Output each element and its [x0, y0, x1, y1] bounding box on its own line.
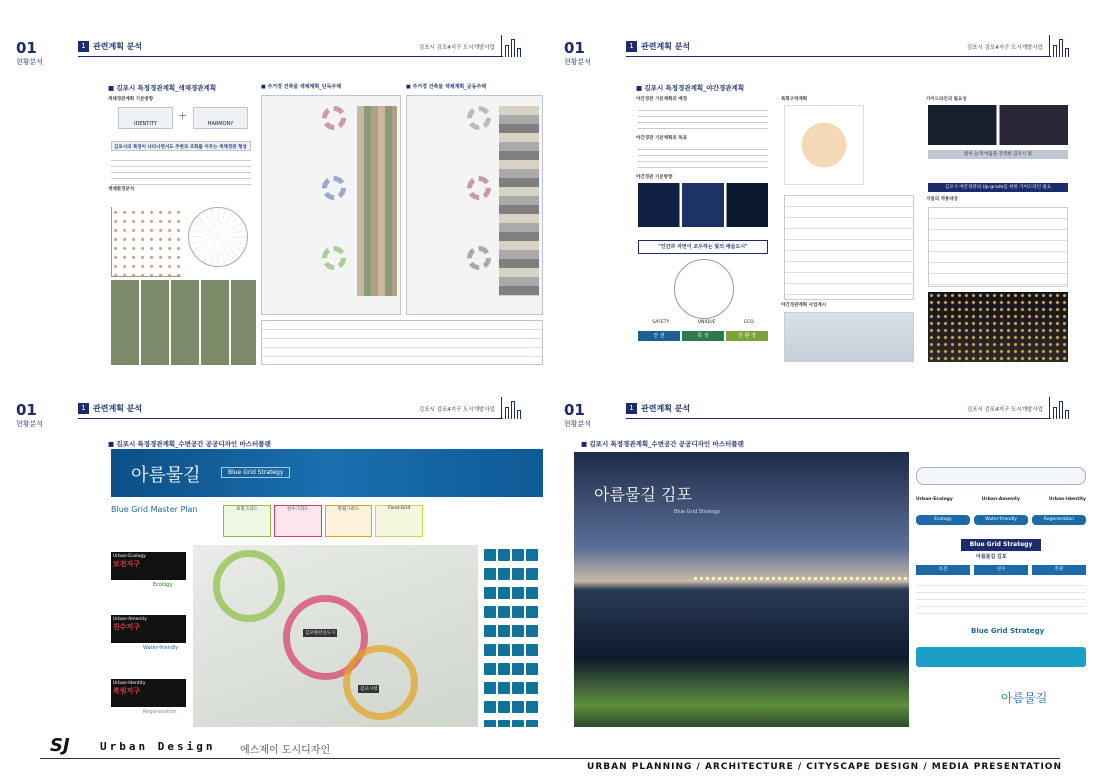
facility-icon [526, 587, 538, 599]
subheading: 특화구역계획 [781, 97, 808, 102]
zone-name: 친수지구 [113, 623, 141, 631]
color-wheel [467, 106, 491, 130]
label-urban-ecology: Urban-Ecology [916, 497, 953, 502]
blue-banner [111, 449, 543, 497]
section-box: 1 [626, 403, 637, 414]
panel-waterfront-strategy [556, 397, 1091, 727]
blue-grid-title: Blue Grid Strategy [971, 627, 1045, 635]
map-zone-ring [343, 645, 418, 720]
strategy-intro [916, 467, 1086, 485]
zone-name: 복원지구 [113, 687, 141, 695]
facility-icon [512, 701, 524, 713]
panel-header [564, 397, 1091, 428]
facility-icon [526, 701, 538, 713]
phase-bars [916, 565, 1086, 575]
facility-icon [526, 663, 538, 675]
facility-icon [512, 644, 524, 656]
facility-icon [498, 663, 510, 675]
facility-icon [512, 568, 524, 580]
map-label: 김포시청 [360, 687, 378, 692]
header-rule [78, 56, 503, 57]
section-box: 1 [78, 41, 89, 52]
pill-water-friendly: Water-friendly [974, 515, 1028, 525]
panel-header [564, 35, 1091, 66]
facility-icon [526, 682, 538, 694]
target-table [928, 207, 1068, 287]
subheading: 야간경관 기본계획의 배경 [636, 97, 687, 102]
section-subtitle: 현황분석 [564, 420, 592, 428]
color-wheel [322, 246, 346, 270]
vision-bar: 김포시 야간경관의 Up-grade를 위한 가이드라인 필요 [928, 183, 1068, 192]
text-block [638, 105, 768, 133]
section-number: 01 [16, 401, 37, 419]
facility-icon [498, 720, 510, 727]
identity-box: IDENTITY [118, 107, 173, 129]
panel-header [16, 35, 543, 66]
footer-tagline: URBAN PLANNING / ARCHITECTURE / CITYSCAPE DESIGN / MEDIA PRESENTATION [587, 762, 1062, 772]
facility-icon [512, 587, 524, 599]
subheading: 색채환경분석 [108, 187, 135, 192]
grid-types [223, 505, 423, 537]
photo-grid [111, 280, 256, 365]
swatch-column [357, 106, 397, 296]
facility-icon [484, 682, 496, 694]
phase-text [916, 579, 1086, 614]
facility-icon [526, 625, 538, 637]
subheading: 색채경관계획 기본방향 [108, 97, 154, 102]
subheading: ■ 주거경 건축물 색채계획_단독주택 [261, 83, 341, 90]
facility-icon [498, 587, 510, 599]
page-heading: ■ 김포시 특정경관계획_수변공간 공공디자인 마스터플랜 [108, 439, 271, 448]
zone-label: Urban-Identity [113, 681, 146, 686]
bar-eco: 친 환 경 [726, 331, 768, 341]
panel-waterfront-masterplan [8, 397, 543, 727]
guideline-table [261, 320, 543, 365]
scatter-chart [111, 207, 181, 277]
zone-name: 보전지구 [113, 560, 141, 568]
color-wheel [467, 176, 491, 200]
subheading: 야간경관 기본계획의 목표 [636, 136, 687, 141]
section-box: 1 [78, 403, 89, 414]
house-color-table [261, 95, 401, 315]
facility-icon [498, 701, 510, 713]
facility-icon [498, 644, 510, 656]
facility-icon [512, 549, 524, 561]
master-map [193, 545, 478, 727]
panel-header [16, 397, 543, 428]
zone-map [784, 105, 864, 185]
panel-color-plan [8, 35, 543, 365]
subheading: 야간경관계획 사업계시 [781, 303, 827, 308]
project-name: 김포시 검포4지구 도시개발사업 [966, 45, 1043, 51]
facility-icon [526, 644, 538, 656]
section-number: 01 [564, 39, 585, 57]
subheading: 야간경관 기본방향 [636, 175, 673, 180]
concept-bars [638, 331, 768, 341]
facility-icon [498, 549, 510, 561]
project-map [784, 312, 914, 362]
section-number: 01 [564, 401, 585, 419]
facility-icon [512, 663, 524, 675]
night-photos [638, 183, 768, 227]
section-title: 관련계획 분석 [641, 404, 691, 413]
label-eco: ECO [744, 320, 754, 325]
color-wheel [322, 176, 346, 200]
plus-sign: + [178, 109, 188, 122]
color-wheel [322, 106, 346, 130]
facility-icon [526, 549, 538, 561]
facility-icon [498, 606, 510, 618]
concept-diagram [674, 259, 734, 319]
color-banner: 김포시의 특징이 나타나면서도 주변과 조화를 이루는 색채경관 형성 [111, 141, 251, 151]
phase-preserve: 보전 [916, 565, 970, 575]
photo-subtitle: Blue Grid Strategy [674, 509, 721, 515]
zone-amenity [111, 615, 186, 643]
map-label: 김포한강신도시 [305, 631, 336, 636]
facility-icon [484, 644, 496, 656]
guide-note: 빛이 늘게 어둠을 간직한 김포시 빛 [928, 150, 1068, 159]
zone-label: Urban-Ecology [113, 554, 146, 559]
summary-bar [916, 647, 1086, 667]
phase-amenity: 친수 [974, 565, 1028, 575]
strategy-label: Blue Grid Strategy [221, 467, 290, 478]
facility-icon [498, 682, 510, 694]
header-rule [626, 56, 1051, 57]
bar-safety: 안 전 [638, 331, 680, 341]
facility-icon [526, 720, 538, 727]
concept-labels [638, 320, 768, 330]
project-name: 김포시 검포4지구 도시개발사업 [418, 407, 495, 413]
subheading: 지침의 적용대상 [926, 197, 958, 202]
facility-icon [512, 606, 524, 618]
label-unique: UNIQUE [697, 320, 716, 325]
footer-rule [40, 758, 1060, 759]
facility-icon [484, 663, 496, 675]
header-rule [626, 418, 1051, 419]
zone-label: Urban-Amenity [113, 617, 147, 622]
zone-table [784, 195, 914, 300]
page-heading: ■ 김포시 특정경관계획_수변공간 공공디자인 마스터플랜 [581, 439, 744, 448]
river-night-photo [574, 452, 909, 727]
section-subtitle: 현황분석 [16, 420, 44, 428]
brand-korean: 에스제이 도시디자인 [240, 745, 331, 756]
facility-icon [484, 568, 496, 580]
night-city-photo [928, 292, 1068, 362]
bridge-lights [694, 577, 909, 580]
subheading: ■ 주거경 건축물 색채계획_공동주택 [406, 83, 486, 90]
photo-title: 아름물길 김포 [594, 485, 692, 504]
building-icon [501, 397, 527, 419]
building-icon [1049, 397, 1075, 419]
section-title: 관련계획 분석 [93, 42, 143, 51]
facility-icon [484, 587, 496, 599]
section-subtitle: 현황분석 [16, 58, 44, 66]
color-wheel [467, 246, 491, 270]
zone-preserve [111, 552, 186, 580]
text-block [111, 155, 251, 185]
radial-chart [188, 207, 248, 267]
night-street-photos [928, 105, 1068, 145]
blue-grid-box: Blue Grid Strategy [961, 539, 1041, 551]
facility-icon [498, 625, 510, 637]
page-heading: ■ 김포시 특정경관계획_야간경관계획 [636, 83, 744, 92]
facility-icon [484, 549, 496, 561]
facility-icon [512, 720, 524, 727]
facility-icon [526, 568, 538, 580]
label-urban-amenity: Urban-Amenity [981, 497, 1020, 502]
brand-name: Urban Design [100, 740, 216, 753]
pill-ecology: Ecology [916, 515, 970, 525]
building-icon [1049, 35, 1075, 57]
grid-type-1: 보전그리드 [223, 505, 271, 537]
pill-regeneration: Regeneration [1032, 515, 1086, 525]
zone-keyword: Water-friendly [143, 645, 179, 651]
master-title: Blue Grid Master Plan [111, 505, 198, 514]
zone-keyword: Ecology [153, 582, 173, 588]
apartment-color-table [406, 95, 543, 315]
label-safety: SAFETY [652, 320, 670, 325]
facility-icon [484, 606, 496, 618]
label-urban-identity: Urban-Identity [1048, 497, 1086, 502]
facility-icon [512, 682, 524, 694]
zone-identity [111, 679, 186, 707]
phase-restore: 복원 [1032, 565, 1086, 575]
slogan-box: "인간과 자연이 조우하는 빛의 예술도시" [638, 240, 768, 254]
blue-grid-sub: 아름물길 김포 [976, 554, 1007, 560]
logo-text: 아름물길 [131, 465, 201, 486]
facility-icon [498, 568, 510, 580]
section-title: 관련계획 분석 [93, 404, 143, 413]
section-title: 관련계획 분석 [641, 42, 691, 51]
header-rule [78, 418, 503, 419]
logo-text: 아름물길 [1001, 691, 1048, 705]
icon-grid [483, 547, 543, 725]
facility-icon [484, 720, 496, 727]
urban-labels [916, 497, 1086, 505]
page-heading: ■ 김포시 특정경관계획_색채경관계획 [108, 83, 216, 92]
grid-type-3: 복원그리드 [325, 505, 373, 537]
zone-keyword: Regeneration [143, 709, 177, 715]
harmony-box: HARMONY [193, 107, 248, 129]
facility-icon [512, 625, 524, 637]
panel-night-plan [556, 35, 1091, 365]
grid-type-4: Fond-Grid [375, 505, 423, 537]
facility-icon [484, 625, 496, 637]
facility-icon [484, 701, 496, 713]
map-zone-ring [213, 550, 285, 622]
section-number: 01 [16, 39, 37, 57]
subheading: 가이드라인의 필요성 [926, 97, 967, 102]
bar-unique: 특 성 [682, 331, 724, 341]
facility-icon [526, 606, 538, 618]
section-box: 1 [626, 41, 637, 52]
section-subtitle: 현황분석 [564, 58, 592, 66]
swatch-column [499, 106, 539, 296]
building-icon [501, 35, 527, 57]
keyword-pills [916, 515, 1086, 525]
brand-logo: SJ [50, 735, 70, 756]
project-name: 김포시 검포4지구 도시개발사업 [966, 407, 1043, 413]
text-block [638, 144, 768, 172]
grid-type-2: 친수그리드 [274, 505, 322, 537]
project-name: 김포시 검포4지구 도시개발사업 [418, 45, 495, 51]
